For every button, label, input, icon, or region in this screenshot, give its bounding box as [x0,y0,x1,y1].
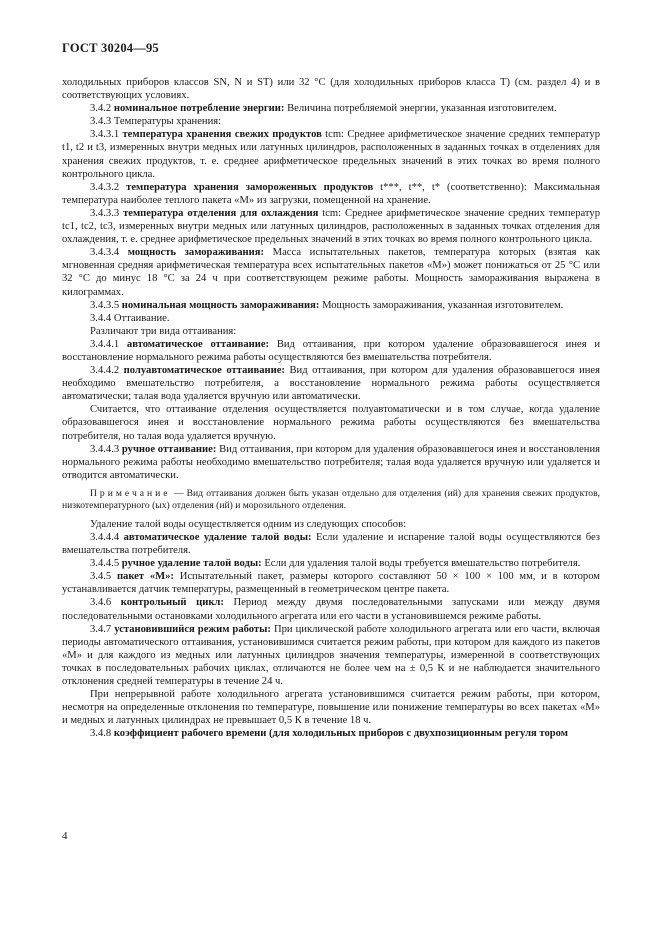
paragraph: 3.4.8 коэффициент рабочего времени (для холодильных приборов с двухпозиционным регуля тором [90,728,568,740]
paragraph: 3.4.7 установившийся режим работы: При циклической работе холодильного агрегата или его части, включая периоды автоматического оттаивания, установившимся считается режим работы, при котором для каждого из пакетов «М» и для каждого из медных или латунных цилиндров значения температуры, измеренной в соответствующих точках в последовательных рабочих циклах, отличаются не более чем на ± 0,5 К и не наблюдается значительного отклонения средней температуры в течение 24 ч. [62,623,601,688]
paragraph: 3.4.4.3 ручное оттаивание: Вид оттаивания, при котором для удаления образовавшегося инея и восстановления нормального режима работы необходимо вмешательство потребителя; талая вода удаляется вручную или удаляется и отводится автоматически. [62,443,600,481]
paragraph: 3.4.2 номинальное потребление энергии: Величина потребляемой энергии, указанная изготовителем. [90,103,557,115]
paragraph: 3.4.3.5 номинальная мощность замораживания: Мощность замораживания, указанная изготовителем. [90,299,564,311]
paragraph: 3.4.4.1 автоматическое оттаивание: Вид оттаивания, при котором удаление образовавшегося инея и восстановление нормального режима работы осуществляются без вмешательства потребителя. [62,338,600,363]
paragraph: 3.4.4.5 ручное удаление талой воды: Если для удаления талой воды требуется вмешательство потребителя. [90,558,581,570]
paragraph: 3.4.3.3 температура отделения для охлаждения tcm: Среднее арифметическое значение средних температур tc1, tc2, tc3, измеренных внутри медных или латунных цилиндров, расположенных в заданных точках отделения для охлаждения, т. е. среднее арифметическое предельных значений в этих точках во время полного контрольного цикла. [62,207,601,246]
paragraph: 3.4.4.2 полуавтоматическое оттаивание: Вид оттаивания, при котором для удаления образовавшегося инея необходимо вмешательство потребителя, а восстановление нормального режима работы осуществляется автоматически; талая вода удаляется вручную или автоматически. [62,365,600,403]
paragraph: 3.4.3.2 температура хранения замороженных продуктов t***, t**, t* (соответственно): Максимальная температура наиболее теплого пакета «М» из загрузки, помещенной на хранение. [62,181,600,206]
paragraph: 3.4.4.4 автоматическое удаление талой воды: Если удаление и испарение талой воды осуществляются без вмешательства потребителя. [62,532,600,557]
paragraph: 3.4.6 контрольный цикл: Период между двумя последовательными запусками или между двумя последовательными остановками холодильного агрегата или его части в установившемся режиме работы. [62,597,601,622]
paragraph: 3.4.5 пакет «М»: Испытательный пакет, размеры которого составляют 50 × 100 × 100 мм, и в котором устанавливается датчик температуры, размещенный в геометрическом центре пакета. [62,571,600,596]
paragraph: Различают три вида оттаивания: [90,325,237,337]
document-body [62,76,600,741]
note-label: Примечание [90,487,171,499]
paragraph: холодильных приборов классов SN, N и ST) или 32 °С (для холодильных приборов класса Т) (см. раздел 4) и в соответствующих условиях. [62,77,600,102]
page-number: 4 [62,830,68,842]
paragraph: Удаление талой воды осуществляется одним из следующих способов: [90,518,407,530]
paragraph: При непрерывной работе холодильного агрегата установившимся считается режим работы, при котором, несмотря на определенные отклонения по температуре, повышение или понижение температуры во всех пакетах «М» и медных и латунных цилиндрах не превышает 0,5 К в течение 18 ч. [62,689,600,727]
note [62,488,600,512]
paragraph: 3.4.4 Оттаивание. [90,312,170,324]
paragraph: 3.4.3.1 температура хранения свежих продуктов tcm: Среднее арифметическое значение средних температур t1, t2 и t3, измеренных внутри медных или латунных цилиндров, расположенных в заданных точках в отделениях для хранения свежих продуктов, т. е. среднее арифметическое предельных значений в этих точках во время полного контрольного цикла. [62,129,600,180]
paragraph: 3.4.3.4 мощность замораживания: Масса испытательных пакетов, температура которых (взятая как мгновенная средняя арифметическая температура всех испытательных пакетов «М») может понижаться от 25 °С или 32 °С до минус 18 °С за 24 ч при соответствующем режиме работы. Мощность замораживания выражена в килограммах. [62,247,601,298]
note-text: — Вид оттаивания должен быть указан отдельно для отделения (ий) для хранения свежих продуктов, низкотемпературного (ых) отделения (ий) и морозильного отделения. [62,487,600,511]
paragraph: 3.4.3 Температуры хранения: [90,116,222,128]
document-header: ГОСТ 30204—95 [62,41,159,55]
paragraph: Считается, что оттаивание отделения осуществляется полуавтоматически и в том случае, когда удаление образовавшегося инея и восстановление нормального режима работы осуществляются без вмешательства потребителя, но талая вода удаляется вручную. [62,404,600,442]
